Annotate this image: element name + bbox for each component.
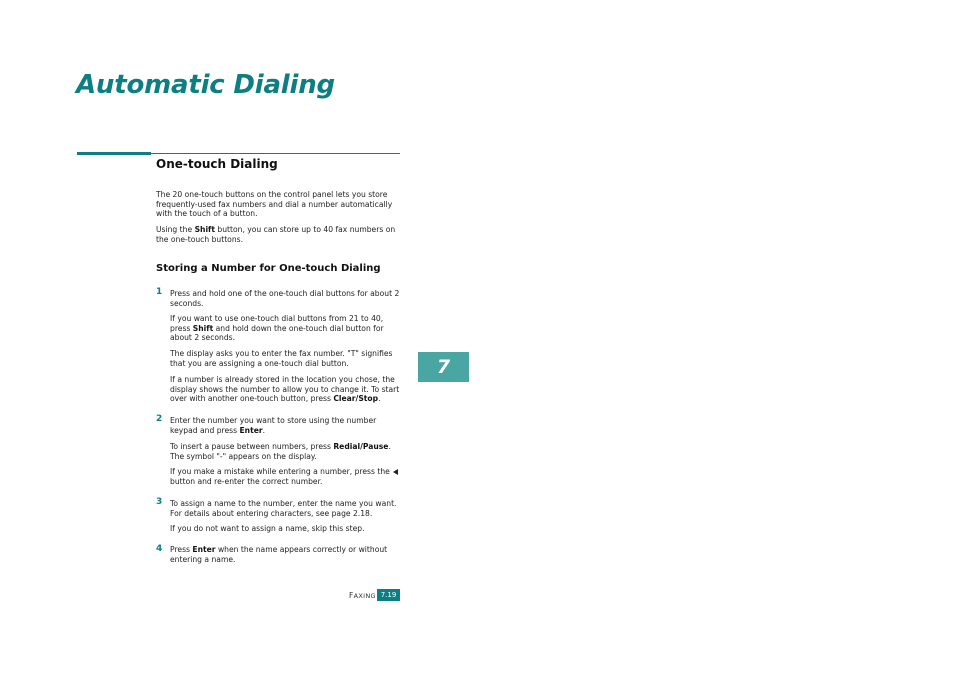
step-1-note-3: If a number is already stored in the location you chose, the display shows the number to allow you to change it. To start over with another one-touch button, press Clear/Stop. bbox=[170, 375, 400, 404]
step-3-note-1: If you do not want to assign a name, skip this step. bbox=[170, 524, 365, 533]
step-1-text: Press and hold one of the one-touch dial buttons for about 2 seconds. bbox=[170, 289, 400, 308]
step-number-2: 2 bbox=[156, 414, 163, 424]
step-number-3: 3 bbox=[156, 497, 163, 507]
step-1-note-2: The display asks you to enter the fax number. "T" signifies that you are assigning a one-touch dial button. bbox=[170, 349, 393, 368]
left-arrow-icon bbox=[393, 469, 398, 475]
intro-paragraph-2: Using the Shift button, you can store up to 40 fax numbers on the one-touch buttons. bbox=[156, 225, 396, 244]
subsection-title: Storing a Number for One-touch Dialing bbox=[156, 263, 381, 274]
step-2-note-1: To insert a pause between numbers, press Redial/Pause. The symbol "-" appears on the display. bbox=[170, 442, 391, 461]
chapter-title: Automatic Dialing bbox=[76, 70, 335, 100]
footer-section-label: FAXING bbox=[349, 591, 376, 600]
step-1-note-1: If you want to use one-touch dial buttons from 21 to 40, press Shift and hold down the one-touch dial button for about 2 seconds. bbox=[170, 314, 384, 343]
section-title: One-touch Dialing bbox=[156, 157, 278, 171]
page-number: 7.19 bbox=[377, 589, 400, 601]
step-2-note-2: If you make a mistake while entering a number, press the button and re-enter the correct number. bbox=[170, 467, 402, 486]
step-number-4: 4 bbox=[156, 544, 163, 554]
step-4-text: Press Enter when the name appears correctly or without entering a name. bbox=[170, 545, 388, 564]
section-rule-thin bbox=[151, 153, 400, 154]
step-2-text: Enter the number you want to store using the number keypad and press Enter. bbox=[170, 416, 377, 435]
section-rule-thick bbox=[77, 152, 151, 155]
step-number-1: 1 bbox=[156, 287, 163, 297]
intro-paragraph-1: The 20 one-touch buttons on the control panel lets you store frequently-used fax numbers and dial a number automatically with the touch of a button. bbox=[156, 190, 393, 219]
step-3-text: To assign a name to the number, enter the name you want. For details about entering characters, see page 2.18. bbox=[170, 499, 397, 518]
chapter-tab: 7 bbox=[418, 352, 469, 382]
